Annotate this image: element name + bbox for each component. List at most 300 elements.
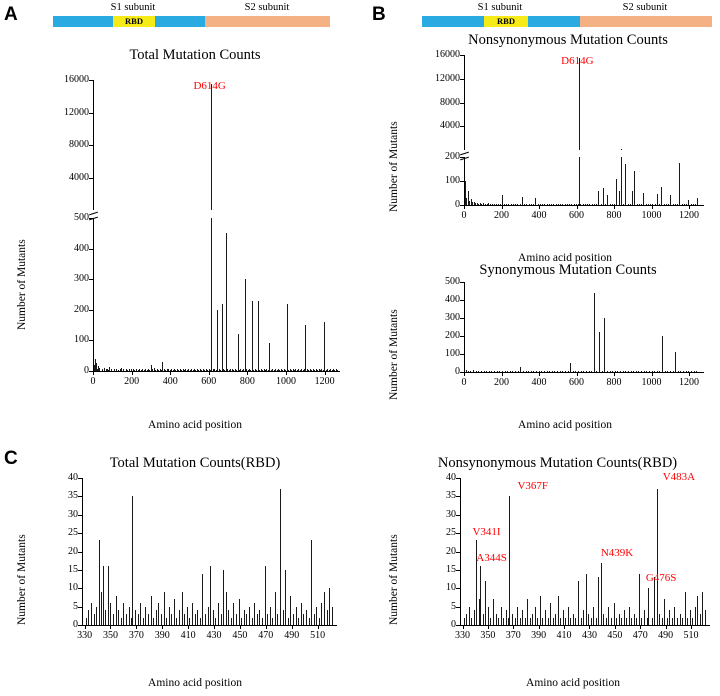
x-tick — [577, 205, 578, 209]
x-axis-line — [82, 625, 337, 626]
y-tick-label: 30 — [68, 508, 78, 520]
bar — [536, 371, 537, 372]
bar — [505, 371, 506, 372]
bar — [306, 610, 307, 625]
bar — [593, 607, 594, 625]
y-tick-label: 200 — [445, 330, 460, 341]
bar — [211, 84, 212, 210]
bar — [262, 618, 263, 625]
bar — [174, 599, 175, 625]
bar — [612, 204, 613, 205]
bar — [625, 164, 626, 205]
bar — [512, 614, 513, 625]
bar — [192, 603, 193, 625]
bar — [200, 618, 201, 625]
bar — [623, 371, 624, 372]
bar — [680, 614, 681, 625]
bar — [594, 204, 595, 205]
bar — [531, 371, 532, 372]
bar — [184, 614, 185, 625]
y-tick-label: 0 — [455, 366, 460, 377]
x-tick-label: 490 — [658, 630, 674, 641]
bar — [513, 204, 514, 205]
bar — [522, 197, 523, 205]
bar — [498, 618, 499, 625]
bar — [535, 198, 536, 205]
bar — [153, 618, 154, 625]
y-tick-label: 40 — [446, 472, 456, 483]
bar — [252, 618, 253, 625]
bar — [468, 371, 469, 372]
bar — [542, 618, 543, 625]
bar — [481, 371, 482, 372]
bar — [327, 610, 328, 625]
bar — [630, 204, 631, 205]
bar — [586, 574, 587, 625]
y-axis-line — [464, 282, 465, 372]
axis-break-mark — [460, 152, 469, 156]
chart-title-nonsynonymous: Nonsynonymous Mutation Counts — [468, 32, 668, 48]
x-tick — [292, 625, 293, 629]
y-axis-line-upper — [464, 55, 465, 150]
bar — [108, 566, 109, 625]
bar — [697, 596, 698, 625]
bar — [517, 607, 518, 625]
bar — [88, 610, 89, 625]
y-tick — [456, 570, 460, 571]
axis-break-mark — [89, 212, 98, 216]
bar — [683, 371, 684, 372]
bar — [118, 370, 119, 371]
bar — [673, 371, 674, 372]
bar — [523, 371, 524, 372]
bar — [528, 371, 529, 372]
bar — [596, 204, 597, 205]
bar — [665, 371, 666, 372]
bar — [685, 592, 686, 625]
bar — [679, 163, 680, 205]
y-tick-label: 500 — [74, 212, 89, 223]
bar — [471, 618, 472, 625]
bar — [638, 371, 639, 372]
bar — [654, 577, 655, 625]
bar — [490, 204, 491, 205]
y-axis-line — [460, 478, 461, 625]
bar — [480, 566, 481, 625]
x-tick — [93, 371, 94, 375]
x-tick-label: 450 — [607, 630, 623, 641]
bar — [677, 618, 678, 625]
bar — [226, 233, 227, 371]
bar — [236, 614, 237, 625]
bar — [280, 489, 281, 625]
bar — [625, 371, 626, 372]
bar — [259, 610, 260, 625]
bar — [498, 204, 499, 205]
y-tick — [460, 205, 464, 206]
bar — [110, 603, 111, 625]
bar — [674, 607, 675, 625]
bar — [644, 610, 645, 625]
y-axis-label-c2: Number of Mutants — [388, 534, 400, 625]
bar — [105, 610, 106, 625]
bar — [594, 293, 595, 372]
bar — [620, 371, 621, 372]
bar — [621, 157, 622, 205]
bar — [583, 610, 584, 625]
bar — [114, 369, 115, 371]
x-tick — [318, 625, 319, 629]
bar — [254, 603, 255, 625]
bar — [684, 204, 685, 205]
y-tick-label: 300 — [445, 312, 460, 323]
bar — [624, 610, 625, 625]
bar — [550, 603, 551, 625]
bar — [565, 371, 566, 372]
bar — [641, 371, 642, 372]
y-tick-label: 35 — [446, 490, 456, 502]
bar — [469, 607, 470, 625]
y-tick — [78, 625, 82, 626]
bar — [690, 610, 691, 625]
x-tick-label: 330 — [455, 630, 471, 641]
bar — [316, 607, 317, 625]
domain-segment-s1b-b — [528, 16, 580, 27]
bar — [171, 614, 172, 625]
bar — [223, 570, 224, 625]
bar — [608, 607, 609, 625]
x-axis-label-b1: Amino acid position — [518, 252, 612, 264]
bar — [239, 599, 240, 625]
bar — [337, 370, 338, 371]
x-tick-label: 600 — [201, 376, 217, 387]
bar — [554, 371, 555, 372]
y-tick-label: 0 — [73, 619, 78, 630]
x-tick — [214, 625, 215, 629]
bar — [176, 618, 177, 625]
bar — [579, 157, 580, 205]
bar — [182, 592, 183, 625]
x-tick-label: 370 — [505, 630, 521, 641]
x-tick-label: 470 — [258, 630, 274, 641]
y-tick — [89, 371, 93, 372]
bar — [478, 371, 479, 372]
bar — [485, 581, 486, 625]
bar — [672, 618, 673, 625]
domain-label-rbd-a: RBD — [125, 16, 143, 26]
bar — [533, 204, 534, 205]
bar — [179, 610, 180, 625]
bar — [644, 371, 645, 372]
bar — [515, 371, 516, 372]
y-axis-label-b1: Number of Mutants — [388, 121, 400, 212]
y-tick-label: 10 — [68, 582, 78, 594]
bar — [132, 496, 133, 625]
bar — [324, 322, 325, 371]
bar — [210, 566, 211, 625]
y-axis-label-a: Number of Mutants — [16, 239, 28, 330]
bar — [228, 610, 229, 625]
bar — [657, 194, 658, 205]
bar — [504, 204, 505, 205]
bar — [314, 614, 315, 625]
x-tick-label: 200 — [494, 377, 509, 388]
x-tick-label: 410 — [556, 630, 572, 641]
x-tick-label: 350 — [480, 630, 496, 641]
bar — [603, 188, 604, 205]
bar — [288, 618, 289, 625]
bar — [205, 614, 206, 625]
x-axis-line — [460, 625, 710, 626]
y-tick — [78, 515, 82, 516]
x-tick-label: 330 — [77, 630, 93, 641]
y-tick — [460, 79, 464, 80]
bar — [103, 566, 104, 625]
bar — [126, 614, 127, 625]
bar — [319, 618, 320, 625]
bar — [629, 607, 630, 625]
bar — [578, 371, 579, 372]
bar — [558, 596, 559, 625]
x-tick — [162, 625, 163, 629]
y-tick — [78, 588, 82, 589]
x-tick — [689, 205, 690, 209]
annotation-V483A: V483A — [662, 471, 696, 484]
bar — [634, 614, 635, 625]
bar — [569, 204, 570, 205]
bar — [215, 618, 216, 625]
chart-title-nonsyn-rbd: Nonsynonymous Mutation Counts(RBD) — [437, 455, 678, 471]
bar — [164, 592, 165, 625]
x-tick — [577, 372, 578, 376]
bar — [493, 599, 494, 625]
bar — [507, 371, 508, 372]
bar — [612, 371, 613, 372]
y-tick — [78, 496, 82, 497]
bar — [283, 610, 284, 625]
y-tick — [460, 181, 464, 182]
bar — [489, 371, 490, 372]
bar — [520, 204, 521, 205]
bar — [588, 614, 589, 625]
bar — [249, 607, 250, 625]
bar — [540, 596, 541, 625]
bar — [202, 574, 203, 625]
bar — [277, 614, 278, 625]
bar — [571, 204, 572, 205]
bar — [252, 301, 253, 371]
bar — [497, 371, 498, 372]
bar — [556, 204, 557, 205]
y-tick — [78, 607, 82, 608]
bar — [639, 574, 640, 625]
bar — [506, 610, 507, 625]
domain-label-rbd-b: RBD — [497, 16, 515, 26]
bar — [675, 352, 676, 372]
bar — [592, 204, 593, 205]
bar — [309, 618, 310, 625]
bar — [473, 370, 474, 372]
annotation-V367F: V367F — [517, 480, 549, 493]
y-tick-label: 100 — [445, 348, 460, 359]
x-tick — [513, 625, 514, 629]
y-tick — [460, 372, 464, 373]
bar — [187, 607, 188, 625]
bar — [641, 204, 642, 205]
bar — [614, 603, 615, 625]
x-tick — [539, 372, 540, 376]
y-tick-label: 20 — [446, 545, 456, 557]
y-tick-label: 8000 — [440, 96, 460, 108]
domain-segment-s2-a — [205, 16, 330, 27]
bar — [145, 607, 146, 625]
bar — [138, 614, 139, 625]
bar — [673, 204, 674, 205]
x-tick-label: 400 — [531, 210, 547, 221]
bar — [575, 618, 576, 625]
bar — [570, 618, 571, 625]
bar — [265, 566, 266, 625]
bar — [86, 618, 87, 625]
bar — [129, 607, 130, 625]
y-tick-label: 400 — [74, 242, 89, 254]
bar — [522, 610, 523, 625]
y-tick — [89, 310, 93, 311]
x-axis-label-b2: Amino acid position — [518, 419, 612, 431]
y-tick — [456, 552, 460, 553]
bar — [499, 371, 500, 372]
x-tick-label: 0 — [461, 210, 467, 221]
domain-label-s1-a: S1 subunit — [110, 2, 156, 13]
bar — [520, 618, 521, 625]
domain-bar-a — [53, 16, 330, 27]
x-tick — [689, 372, 690, 376]
bar — [241, 618, 242, 625]
bar — [496, 204, 497, 205]
bar — [464, 618, 465, 625]
bar — [607, 371, 608, 372]
bar — [542, 204, 543, 205]
bar — [474, 610, 475, 625]
x-tick-label: 1000 — [275, 376, 296, 387]
bar — [670, 195, 671, 205]
plot-area-nonsyn-rbd — [430, 471, 710, 653]
bar — [526, 371, 527, 372]
bar — [610, 204, 611, 205]
bar — [324, 592, 325, 625]
bar — [535, 607, 536, 625]
bar — [565, 618, 566, 625]
y-tick — [460, 318, 464, 319]
x-tick — [614, 372, 615, 376]
bar — [530, 618, 531, 625]
bar — [619, 191, 620, 205]
bar — [113, 614, 114, 625]
bar — [573, 371, 574, 372]
domain-segment-s1-a — [53, 16, 113, 27]
bar — [511, 204, 512, 205]
bar — [581, 618, 582, 625]
y-tick-label: 20 — [68, 545, 78, 557]
bar — [669, 610, 670, 625]
x-tick-label: 0 — [461, 377, 467, 388]
y-tick — [78, 552, 82, 553]
y-tick-label: 300 — [74, 273, 89, 285]
y-tick — [456, 625, 460, 626]
domain-label-s2-a: S2 subunit — [244, 2, 290, 13]
x-axis-label-a: Amino acid position — [148, 419, 242, 431]
bar — [492, 204, 493, 205]
bar — [245, 279, 246, 371]
bar — [501, 607, 502, 625]
x-tick — [464, 372, 465, 376]
domain-segment-s2-b — [580, 16, 712, 27]
bar — [301, 603, 302, 625]
x-tick — [640, 625, 641, 629]
bar — [657, 371, 658, 372]
y-tick-label: 12000 — [64, 106, 89, 118]
bar — [494, 204, 495, 205]
x-tick — [240, 625, 241, 629]
bar — [118, 610, 119, 625]
bar — [133, 369, 134, 371]
bar — [544, 204, 545, 205]
bar — [682, 618, 683, 625]
bar — [560, 371, 561, 372]
y-tick — [78, 533, 82, 534]
bar — [127, 370, 128, 371]
bar — [667, 371, 668, 372]
bar — [570, 363, 571, 372]
x-tick-label: 510 — [310, 630, 326, 641]
x-tick-label: 1200 — [314, 376, 335, 387]
bar — [632, 191, 633, 205]
bar — [682, 204, 683, 205]
bar — [601, 204, 602, 205]
bar — [238, 334, 239, 371]
y-tick — [460, 126, 464, 127]
annotation-G476S: G476S — [645, 572, 677, 585]
bar — [551, 204, 552, 205]
bar — [246, 614, 247, 625]
y-tick-label: 400 — [445, 294, 460, 305]
bar — [285, 570, 286, 625]
y-tick-label: 100 — [74, 334, 89, 346]
bar — [695, 204, 696, 205]
x-tick — [652, 205, 653, 209]
bar — [586, 371, 587, 372]
bar — [578, 581, 579, 625]
x-tick — [615, 625, 616, 629]
bar — [211, 218, 212, 371]
bar — [606, 618, 607, 625]
bar — [555, 614, 556, 625]
domain-bar-b — [422, 16, 712, 27]
bar — [506, 204, 507, 205]
bar — [123, 603, 124, 625]
bar — [529, 204, 530, 205]
bar — [483, 203, 484, 205]
bar — [226, 592, 227, 625]
y-axis-label-c1: Number of Mutants — [16, 534, 28, 625]
x-tick-label: 1200 — [679, 210, 699, 221]
bar — [195, 614, 196, 625]
bar — [560, 618, 561, 625]
x-tick — [666, 625, 667, 629]
bar — [661, 187, 662, 205]
bar — [562, 204, 563, 205]
bar — [655, 204, 656, 205]
